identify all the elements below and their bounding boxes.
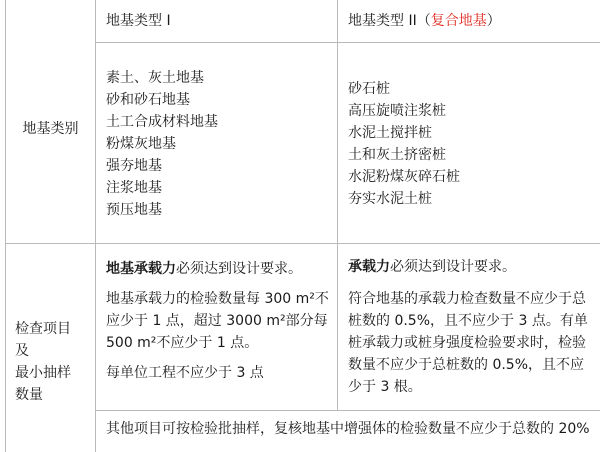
- list-item: 粉煤灰地基: [106, 136, 176, 152]
- inspection-type-1-text: [106, 258, 330, 384]
- table-divider-col2: [337, 0, 338, 410]
- composite-inspection-paragraph: 符合地基的承载力检查数量不应少于总桩数的 0.5%，且不应少于 3 点。有单桩承载力或桩身强度检验要求时，检验数量不应少于总桩数的 0.5%，且不应少于 3 根。: [348, 291, 588, 395]
- row-label-inspection-items: 检查项目 及 最小抽样 数量: [15, 321, 71, 403]
- table-divider-col1: [95, 0, 96, 452]
- list-item: 水泥粉煤灰碎石桩: [348, 169, 460, 185]
- table-divider-header: [95, 42, 600, 43]
- header-type-2-highlight: 复合地基: [430, 13, 487, 29]
- list-item: 预压地基: [106, 202, 162, 218]
- bearing-capacity-requirement: 地基承载力必须达到设计要求。: [106, 261, 302, 277]
- per-unit-minimum-paragraph: 每单位工程不应少于 3 点: [106, 365, 264, 381]
- bearing-capacity-requirement: 承载力必须达到设计要求。: [348, 259, 516, 275]
- list-item: 注浆地基: [106, 180, 162, 196]
- other-items-note: 其他项目可按检验批抽样，复核地基中增强体的检验数量不应少于总数的 20%: [106, 421, 590, 437]
- list-item: 夯实水泥土桩: [348, 191, 432, 207]
- list-item: 砂石桩: [348, 81, 390, 97]
- list-item: 水泥土搅拌桩: [348, 125, 432, 141]
- header-type-2-suffix: ）: [486, 13, 501, 29]
- list-item: 砂和砂石地基: [106, 92, 190, 108]
- table-border-left: [5, 0, 6, 452]
- inspection-type-2-text: [348, 256, 593, 398]
- list-item: 素土、灰土地基: [106, 70, 204, 86]
- table-divider-row1: [5, 243, 600, 244]
- inspection-quantity-paragraph: 地基承载力的检验数量每 300 m²不应少于 1 点，超过 3000 m²部分每 500 m²不应少于 1 点。: [106, 291, 329, 351]
- header-cell-type-2: [338, 11, 600, 31]
- list-item: 高压旋喷注浆桩: [348, 103, 446, 119]
- list-item: 土工合成材料地基: [106, 114, 218, 130]
- header-cell-type-1: [96, 11, 337, 31]
- list-item: 强夯地基: [106, 158, 162, 174]
- header-type-1-label: 地基类型 I: [106, 13, 171, 29]
- foundation-type-2-list: [348, 78, 593, 210]
- header-type-2-prefix: 地基类型 II（: [348, 13, 431, 29]
- row-label-foundation-category: 地基类别: [22, 121, 79, 137]
- table-divider-row2: [95, 410, 600, 411]
- foundation-type-1-list: [106, 67, 331, 221]
- list-item: 土和灰土挤密桩: [348, 147, 446, 163]
